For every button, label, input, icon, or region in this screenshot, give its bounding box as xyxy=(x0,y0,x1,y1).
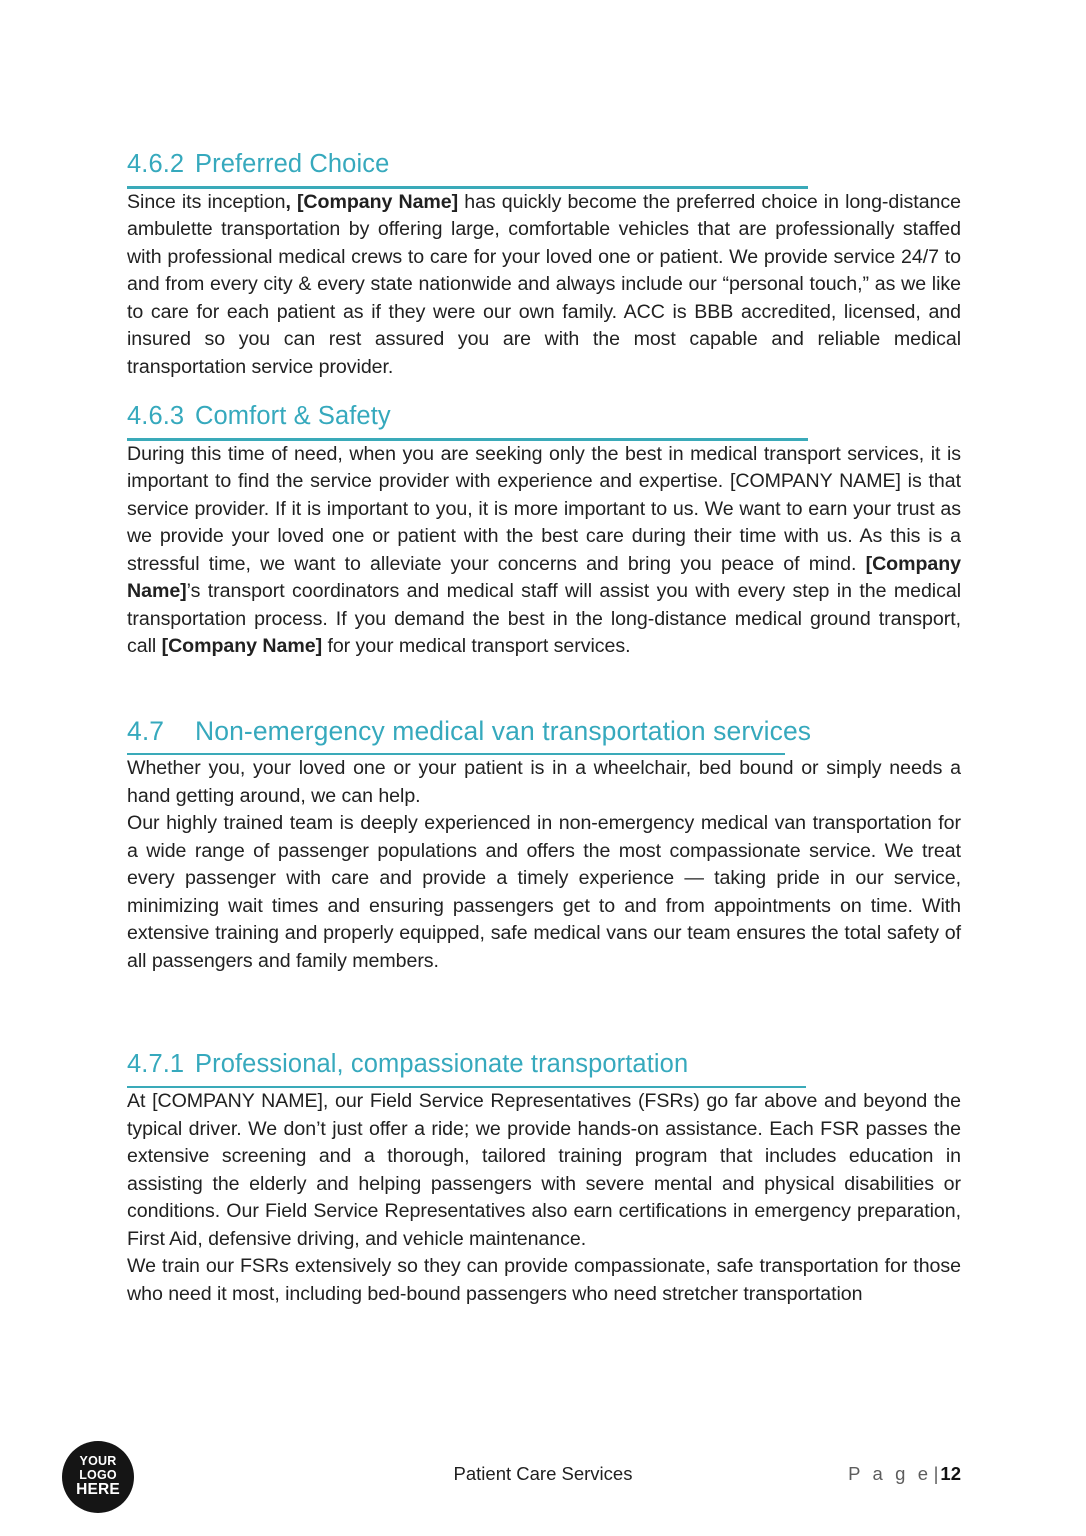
heading-4-6-2 xyxy=(127,150,961,179)
heading-number: 4.6.2 xyxy=(127,150,185,178)
heading-title: Comfort & Safety xyxy=(195,402,391,431)
heading-4-7-1 xyxy=(127,1050,961,1079)
paragraph-text-pre: Since its inception xyxy=(127,190,286,213)
paragraph-text-part2: ’s transport coordinators and medical staff will assist you with every step in the medical transportation process. If you demand the best in the long-distance medical ground transport, call xyxy=(127,580,961,658)
paragraph-text-post: has quickly become the preferred choice in long-distance ambulette transportation by offering large, comfortable vehicles that are professionally staffed with professional medical crews to care for your loved one or patient. We provide service 24/7 to and from every city & every state nationwide and always include our “personal touch,” as we like to care for each patient as if they were our own family. ACC is BBB accredited, licensed, and insured so you can rest assured you are with the most capable and reliable medical transportation service provider. xyxy=(127,190,961,378)
page-footer xyxy=(0,1420,1086,1536)
section-4-6-3 xyxy=(127,402,961,661)
heading-title: Non-emergency medical van transportation services xyxy=(195,715,812,746)
heading-number: 4.7 xyxy=(127,715,165,746)
section-4-7 xyxy=(127,716,961,976)
paragraph-company-name-2: [Company Name] xyxy=(161,635,323,658)
section-4-7-1 xyxy=(127,1050,961,1309)
heading-4-6-3 xyxy=(127,402,961,431)
logo-line-2: LOGO xyxy=(79,1467,117,1482)
logo-line-3: HERE xyxy=(76,1481,120,1499)
heading-title: Preferred Choice xyxy=(195,150,390,178)
page-number: 12 xyxy=(940,1463,961,1484)
paragraph-company-name-1: [Company Name] xyxy=(127,552,961,603)
paragraph-text-part3: for your medical transport services. xyxy=(322,635,631,658)
page-number-block xyxy=(848,1463,961,1485)
footer-title: Patient Care Services xyxy=(453,1463,633,1484)
heading-number: 4.7.1 xyxy=(127,1049,185,1078)
paragraph-4-6-2 xyxy=(127,189,961,382)
section-4-6-2 xyxy=(127,150,961,381)
page-separator: | xyxy=(933,1463,939,1484)
heading-number: 4.6.3 xyxy=(127,402,185,431)
heading-4-7 xyxy=(127,716,961,746)
page-label: P a g e xyxy=(848,1463,932,1484)
page-content xyxy=(127,150,961,1308)
paragraph-4-7-1-1st: At [COMPANY NAME], our Field Service Representatives (FSRs) go far above and beyond the typical driver. We don’t just offer a ride; we provide hands-on assistance. Each FSR passes the extensive screening and a thorough, tailored training program that includes education in assisting the elderly and helping passengers with severe mental and physical disabilities or conditions. Our Field Service Representatives also earn certifications in emergency preparation, First Aid, defensive driving, and vehicle maintenance. xyxy=(127,1090,961,1250)
heading-title: Professional, compassionate transportation xyxy=(195,1049,689,1078)
logo-line-1: YOUR xyxy=(79,1454,117,1469)
paragraph-4-7-1-2nd: We train our FSRs extensively so they can provide compassionate, safe transportation for those who need it most, including bed-bound passengers who need stretcher transportation xyxy=(127,1255,961,1305)
paragraph-text-part1: During this time of need, when you are seeking only the best in medical transport services, it is important to find the service provider with experience and expertise. [COMPANY NAME] is that service provider. If it is important to you, it is more important to us. We want to earn your trust as we provide your loved one or patient with the best care during their time with us. As this is a stressful time, we want to alleviate your concerns and bring you peace of mind. xyxy=(127,442,961,575)
paragraph-company-name: , [Company Name] xyxy=(285,190,459,213)
paragraph-4-6-3 xyxy=(127,441,961,661)
paragraph-4-7-1st: Whether you, your loved one or your patient is in a wheelchair, bed bound or simply needs a hand getting around, we can help. xyxy=(127,757,961,807)
paragraph-4-7-2nd: Our highly trained team is deeply experienced in non-emergency medical van transportation for a wide range of passenger populations and offers the most compassionate service. We treat every passenger with care and provide a timely experience — taking pride in our service, minimizing wait times and ensuring passengers get to and from appointments on time. With extensive training and properly equipped, safe medical vans our team ensures the total safety of all passengers and family members. xyxy=(127,812,961,972)
